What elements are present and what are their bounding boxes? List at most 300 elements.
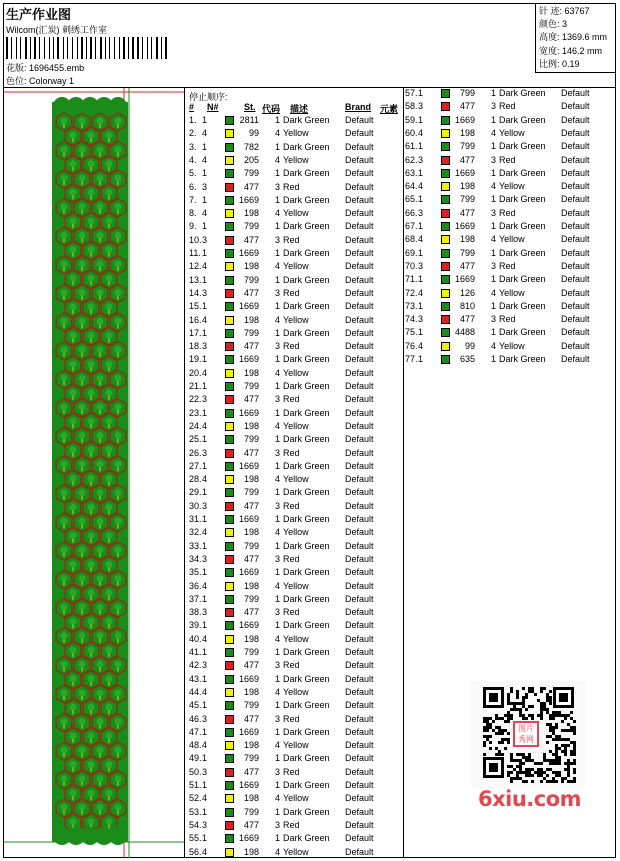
qr-module bbox=[567, 768, 570, 771]
pattern-shape bbox=[79, 404, 86, 411]
qr-module bbox=[483, 720, 486, 723]
pattern-shape bbox=[79, 690, 86, 697]
pattern-shape bbox=[115, 289, 122, 296]
thread-code: 1669 bbox=[238, 354, 259, 365]
color-description: Dark Green bbox=[283, 833, 330, 844]
pattern-shape bbox=[61, 118, 68, 125]
stitch-count: 1 bbox=[275, 168, 281, 179]
color-description: Yellow bbox=[283, 367, 309, 378]
needle-number: 1 bbox=[418, 274, 424, 285]
needle-number: 4 bbox=[202, 793, 208, 804]
qr-module bbox=[567, 723, 570, 726]
pattern-shape bbox=[115, 804, 122, 811]
color-description: Yellow bbox=[283, 154, 309, 165]
color-description: Yellow bbox=[283, 208, 309, 219]
pattern-shape bbox=[61, 461, 68, 468]
stitch-count: 3 bbox=[275, 287, 281, 298]
stop-number: 22. bbox=[189, 394, 202, 405]
col-desc: 描述 bbox=[290, 104, 309, 114]
qr-module bbox=[498, 741, 501, 744]
qr-module bbox=[555, 747, 558, 750]
qr-module bbox=[519, 753, 522, 756]
needle-number: 3 bbox=[202, 394, 208, 405]
design-file-line bbox=[6, 61, 84, 74]
needle-number: 4 bbox=[202, 633, 208, 644]
pattern-shape bbox=[88, 389, 95, 396]
pattern-shape bbox=[88, 618, 95, 625]
pattern-shape bbox=[106, 446, 113, 453]
colorway: Colorway 1 bbox=[29, 76, 75, 86]
stop-number: 6. bbox=[189, 181, 197, 192]
stitch-count: 4 bbox=[491, 181, 497, 192]
thread-code: 477 bbox=[243, 341, 259, 352]
needle-number: 4 bbox=[202, 314, 208, 325]
color-description: Red bbox=[283, 234, 300, 245]
qr-module bbox=[552, 738, 555, 741]
barcode-bar bbox=[161, 37, 162, 59]
stitch-count: 1 bbox=[275, 726, 281, 737]
stitch-count: 4 bbox=[275, 367, 281, 378]
table-row bbox=[189, 553, 399, 566]
needle-number: 4 bbox=[202, 128, 208, 139]
barcode-bar bbox=[25, 37, 27, 59]
design-file: 1696455.emb bbox=[29, 63, 85, 73]
pattern-shape bbox=[70, 790, 77, 797]
table-row bbox=[189, 846, 399, 859]
thread-code: 198 bbox=[243, 846, 259, 857]
barcode-bar bbox=[39, 37, 40, 59]
needle-number: 1 bbox=[202, 673, 208, 684]
pattern-shape bbox=[106, 303, 113, 310]
table-row bbox=[405, 167, 615, 180]
color-description: Yellow bbox=[499, 234, 525, 245]
qr-module bbox=[540, 780, 543, 783]
qr-module bbox=[540, 717, 543, 720]
pattern-shape bbox=[97, 518, 104, 525]
color-description: Red bbox=[499, 101, 516, 112]
stop-number: 1. bbox=[189, 115, 197, 125]
qr-module bbox=[525, 780, 528, 783]
qr-module bbox=[528, 690, 531, 693]
qr-module bbox=[522, 753, 525, 756]
brand: Default bbox=[345, 607, 374, 618]
qr-module bbox=[531, 717, 534, 720]
qr-module bbox=[522, 771, 525, 774]
needle-number: 3 bbox=[418, 314, 424, 325]
qr-module bbox=[522, 699, 525, 702]
qr-module bbox=[528, 759, 531, 762]
stop-number: 46. bbox=[189, 713, 202, 724]
qr-module bbox=[540, 771, 543, 774]
color-description: Dark Green bbox=[283, 753, 330, 764]
table-row bbox=[189, 713, 399, 726]
stitch-count: 1 bbox=[491, 194, 497, 205]
stop-number: 66. bbox=[405, 207, 418, 218]
stitch-count: 1 bbox=[275, 434, 281, 445]
brand: Default bbox=[345, 819, 374, 830]
stop-number: 10. bbox=[189, 234, 202, 245]
brand: Default bbox=[345, 500, 374, 511]
qr-module bbox=[537, 714, 540, 717]
qr-module bbox=[552, 729, 555, 732]
qr-module bbox=[516, 753, 519, 756]
pattern-shape bbox=[88, 675, 95, 682]
pattern-shape bbox=[79, 346, 86, 353]
col-code: 代码 bbox=[262, 104, 281, 114]
qr-module bbox=[519, 714, 522, 717]
brand: Default bbox=[345, 673, 374, 684]
pattern-shape bbox=[115, 547, 122, 554]
needle-number: 4 bbox=[202, 580, 208, 591]
qr-module bbox=[555, 711, 558, 714]
needle-number: 1 bbox=[202, 567, 208, 578]
pattern-shape bbox=[106, 732, 113, 739]
qr-module bbox=[546, 780, 549, 783]
stitch-count: 1 bbox=[275, 354, 281, 365]
color-description: Red bbox=[499, 207, 516, 218]
qr-module bbox=[525, 708, 528, 711]
qr-module bbox=[564, 777, 567, 780]
needle-number: 1 bbox=[202, 806, 208, 817]
pattern-shape bbox=[115, 175, 122, 182]
thread-code: 1669 bbox=[238, 673, 259, 684]
pattern-shape bbox=[106, 504, 113, 511]
brand: Default bbox=[345, 700, 374, 711]
stop-number: 35. bbox=[189, 567, 202, 578]
qr-module bbox=[522, 696, 525, 699]
color-description: Dark Green bbox=[499, 194, 546, 205]
thread-code: 198 bbox=[243, 740, 259, 751]
pattern-shape bbox=[97, 175, 104, 182]
stop-number: 69. bbox=[405, 247, 418, 258]
brand: Default bbox=[345, 194, 374, 205]
stitch-count: 4 bbox=[275, 686, 281, 697]
stop-number: 15. bbox=[189, 301, 202, 312]
brand: Default bbox=[561, 88, 590, 98]
brand: Default bbox=[561, 247, 590, 258]
qr-module bbox=[537, 771, 540, 774]
qr-module bbox=[507, 711, 510, 714]
thread-code: 799 bbox=[243, 381, 259, 391]
qr-module bbox=[516, 774, 519, 777]
color-description: Red bbox=[283, 341, 300, 352]
qr-module bbox=[516, 693, 519, 696]
pattern-shape bbox=[88, 418, 95, 425]
thread-code: 799 bbox=[243, 221, 259, 232]
stop-number: 41. bbox=[189, 647, 202, 657]
qr-module bbox=[507, 702, 510, 705]
pattern-shape bbox=[88, 246, 95, 253]
qr-module bbox=[513, 708, 516, 711]
stitch-count: 4 bbox=[491, 287, 497, 298]
qr-module bbox=[573, 750, 576, 753]
pattern-shape bbox=[61, 718, 68, 725]
pattern-shape bbox=[88, 303, 95, 310]
brand: Default bbox=[345, 567, 374, 578]
brand: Default bbox=[345, 367, 374, 378]
stitch-count: 1 bbox=[275, 407, 281, 418]
table-row bbox=[405, 207, 615, 220]
qr-module bbox=[519, 777, 522, 780]
qr-module bbox=[567, 765, 570, 768]
stitch-count: 1 bbox=[491, 221, 497, 231]
barcode-bar bbox=[53, 37, 54, 59]
needle-number: 1 bbox=[418, 247, 424, 258]
barcode-bar bbox=[16, 37, 17, 59]
needle-number: 3 bbox=[418, 101, 424, 112]
color-description: Dark Green bbox=[499, 300, 546, 311]
qr-module bbox=[540, 762, 543, 765]
pattern-shape bbox=[115, 375, 122, 382]
table-row bbox=[189, 673, 399, 686]
thread-code: 799 bbox=[243, 593, 259, 604]
qr-module bbox=[489, 726, 492, 729]
thread-code: 198 bbox=[243, 208, 259, 219]
table-row bbox=[189, 659, 399, 672]
brand: Default bbox=[561, 181, 590, 192]
color-description: Dark Green bbox=[283, 407, 330, 418]
pattern-shape bbox=[97, 632, 104, 639]
needle-number: 1 bbox=[202, 700, 208, 711]
stop-number: 54. bbox=[189, 819, 202, 830]
stitch-count: 1 bbox=[275, 673, 281, 684]
stop-number: 62. bbox=[405, 154, 418, 165]
color-description: Dark Green bbox=[499, 274, 546, 285]
thread-code: 799 bbox=[459, 141, 475, 152]
color-description: Dark Green bbox=[283, 194, 330, 205]
needle-number: 1 bbox=[202, 221, 208, 232]
stop-number: 76. bbox=[405, 340, 418, 351]
qr-module bbox=[495, 714, 498, 717]
col-cost: 元素 bbox=[380, 104, 399, 114]
pattern-shape bbox=[61, 232, 68, 239]
qr-module bbox=[528, 753, 531, 756]
table-row bbox=[189, 726, 399, 739]
qr-module bbox=[507, 765, 510, 768]
qr-module bbox=[570, 750, 573, 753]
qr-module bbox=[507, 696, 510, 699]
pattern-shape bbox=[106, 790, 113, 797]
table-row bbox=[405, 353, 615, 366]
brand: Default bbox=[345, 753, 374, 764]
thread-code: 1669 bbox=[454, 274, 475, 285]
qr-module bbox=[510, 765, 513, 768]
brand: Default bbox=[345, 780, 374, 790]
qr-module bbox=[540, 687, 543, 690]
qr-module bbox=[546, 735, 549, 738]
barcode-bar bbox=[72, 37, 73, 59]
needle-number: 1 bbox=[202, 301, 208, 312]
pattern-shape bbox=[88, 504, 95, 511]
qr-module bbox=[573, 768, 576, 771]
colorway-line bbox=[6, 74, 74, 87]
table-row bbox=[189, 486, 399, 499]
pattern-shape bbox=[97, 718, 104, 725]
stitch-count: 1 bbox=[275, 514, 281, 524]
needle-number: 3 bbox=[202, 766, 208, 777]
table-row bbox=[405, 340, 615, 353]
needle-number: 1 bbox=[418, 88, 424, 98]
thread-code: 198 bbox=[243, 261, 259, 272]
barcode-bar bbox=[156, 37, 158, 59]
thread-code: 205 bbox=[243, 154, 259, 165]
qr-module bbox=[573, 780, 576, 783]
qr-module bbox=[501, 738, 504, 741]
brand: Default bbox=[345, 327, 374, 338]
stop-number: 2. bbox=[189, 128, 197, 139]
table-row bbox=[189, 287, 399, 300]
qr-module bbox=[570, 762, 573, 765]
qr-module bbox=[564, 714, 567, 717]
stitch-count: 1 bbox=[491, 300, 497, 311]
brand: Default bbox=[345, 806, 374, 817]
qr-module bbox=[570, 726, 573, 729]
qr-module bbox=[567, 762, 570, 765]
col-n: N# bbox=[207, 102, 219, 112]
color-description: Dark Green bbox=[283, 673, 330, 684]
stitch-count: 1 bbox=[491, 167, 497, 178]
needle-number: 3 bbox=[202, 660, 208, 671]
qr-module bbox=[561, 750, 564, 753]
stop-number: 3. bbox=[189, 141, 197, 152]
color-description: Red bbox=[283, 553, 300, 564]
qr-module bbox=[546, 708, 549, 711]
qr-code bbox=[471, 681, 586, 788]
qr-module bbox=[486, 717, 489, 720]
pattern-shape bbox=[115, 118, 122, 125]
qr-module bbox=[483, 726, 486, 729]
qr-module bbox=[528, 768, 531, 771]
qr-module bbox=[555, 750, 558, 753]
stitch-count: 3 bbox=[491, 154, 497, 165]
pattern-shape bbox=[97, 575, 104, 582]
qr-module bbox=[486, 720, 489, 723]
stitch-count: 4 bbox=[275, 846, 281, 857]
thread-code: 477 bbox=[243, 713, 259, 724]
pattern-shape bbox=[88, 132, 95, 139]
needle-number: 1 bbox=[418, 300, 424, 311]
qr-module bbox=[546, 768, 549, 771]
table-row bbox=[405, 140, 615, 153]
qr-module bbox=[498, 753, 501, 756]
color-description: Dark Green bbox=[283, 593, 330, 604]
barcode-bar bbox=[81, 37, 83, 59]
qr-module bbox=[498, 729, 501, 732]
pattern-shape bbox=[70, 504, 77, 511]
qr-module bbox=[570, 741, 573, 744]
stop-number: 33. bbox=[189, 540, 202, 551]
brand: Default bbox=[345, 846, 374, 857]
pattern-shape bbox=[70, 418, 77, 425]
pattern-shape bbox=[97, 747, 104, 754]
stop-number: 38. bbox=[189, 607, 202, 618]
page-title: 生产作业图 bbox=[6, 7, 72, 22]
stop-number: 63. bbox=[405, 167, 418, 178]
brand: Default bbox=[561, 314, 590, 325]
qr-module bbox=[486, 723, 489, 726]
qr-module bbox=[561, 714, 564, 717]
barcode-bar bbox=[105, 37, 106, 59]
needle-number: 4 bbox=[202, 474, 208, 485]
stitch-count: 4 bbox=[275, 314, 281, 325]
color-description: Red bbox=[499, 260, 516, 271]
barcode-bar bbox=[20, 37, 21, 59]
color-description: Dark Green bbox=[283, 514, 330, 524]
qr-module bbox=[510, 780, 513, 783]
color-description: Dark Green bbox=[283, 620, 330, 631]
stitch-count: 3 bbox=[275, 766, 281, 777]
pattern-shape bbox=[115, 318, 122, 325]
qr-module bbox=[522, 705, 525, 708]
qr-module bbox=[528, 771, 531, 774]
stop-number: 75. bbox=[405, 327, 418, 338]
pattern-shape bbox=[88, 446, 95, 453]
needle-number: 4 bbox=[418, 181, 424, 192]
qr-module bbox=[489, 735, 492, 738]
thread-code: 477 bbox=[243, 181, 259, 192]
pattern-shape bbox=[115, 518, 122, 525]
barcode-bar bbox=[34, 37, 36, 59]
needle-number: 1 bbox=[202, 620, 208, 631]
table-row bbox=[189, 540, 399, 553]
pattern-shape bbox=[79, 232, 86, 239]
qr-module bbox=[495, 726, 498, 729]
qr-module bbox=[513, 777, 516, 780]
qr-module bbox=[546, 723, 549, 726]
thread-code: 198 bbox=[243, 420, 259, 431]
qr-module bbox=[483, 717, 486, 720]
color-description: Dark Green bbox=[499, 88, 546, 98]
pattern-shape bbox=[61, 318, 68, 325]
qr-module bbox=[510, 690, 513, 693]
colorway-label: 色位: bbox=[6, 76, 27, 86]
qr-module bbox=[507, 714, 510, 717]
qr-module bbox=[486, 729, 489, 732]
thread-code: 1669 bbox=[238, 407, 259, 418]
pattern-shape bbox=[115, 632, 122, 639]
brand: Default bbox=[345, 234, 374, 245]
needle-number: 1 bbox=[202, 514, 208, 524]
pattern-shape bbox=[88, 189, 95, 196]
pattern-shape bbox=[106, 132, 113, 139]
brand: Default bbox=[561, 207, 590, 218]
thread-code: 198 bbox=[459, 181, 475, 192]
thread-code: 198 bbox=[243, 314, 259, 325]
table-row bbox=[189, 580, 399, 593]
qr-module bbox=[522, 714, 525, 717]
thread-code: 198 bbox=[459, 127, 475, 138]
pattern-shape bbox=[115, 575, 122, 582]
table-row bbox=[189, 832, 399, 845]
color-description: Dark Green bbox=[499, 141, 546, 152]
pattern-shape bbox=[97, 604, 104, 611]
stitch-count: 3 bbox=[491, 260, 497, 271]
stitch-count: 4 bbox=[275, 740, 281, 751]
color-description: Yellow bbox=[283, 261, 309, 272]
qr-module bbox=[567, 744, 570, 747]
qr-module bbox=[510, 756, 513, 759]
qr-module bbox=[519, 711, 522, 714]
qr-module bbox=[573, 729, 576, 732]
stitch-count: 1 bbox=[275, 567, 281, 578]
brand: Default bbox=[345, 394, 374, 405]
table-row bbox=[189, 194, 399, 207]
pattern-shape bbox=[115, 489, 122, 496]
thread-code: 1669 bbox=[238, 514, 259, 524]
brand: Default bbox=[345, 314, 374, 325]
qr-module bbox=[507, 720, 510, 723]
pattern-shape bbox=[97, 775, 104, 782]
